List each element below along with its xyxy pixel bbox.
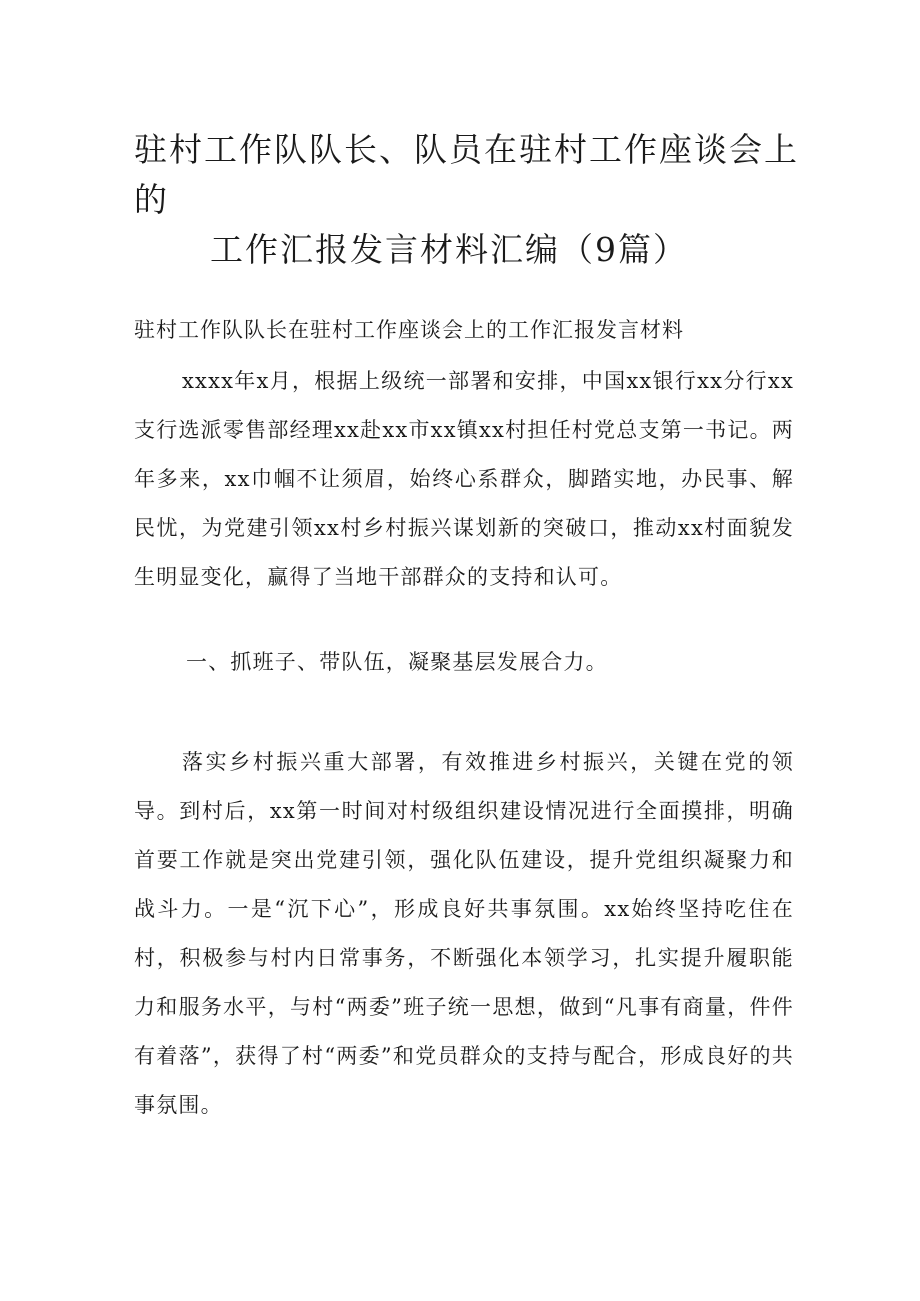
section-subtitle: 驻村工作队队长在驻村工作座谈会上的工作汇报发言材料 xyxy=(134,318,684,342)
title-line-1: 驻村工作队队长、队员在驻村工作座谈会上的 xyxy=(134,130,799,219)
paragraph-intro: xxxx年x月，根据上级统一部署和安排，中国xx银行xx分行xx支行选派零售部经理xx赴xx市xx镇xx村担任村党总支第一书记。两年多来，xx巾帼不让须眉，始终心系群众，脚踏实地，办民事、解民忧，为党建引领xx村乡村振兴谋划新的突破口，推动xx村面貌发生明显变化，赢得了当地干部群众的支持和认可。 xyxy=(134,369,794,589)
paragraph-body-1: 落实乡村振兴重大部署，有效推进乡村振兴，关键在党的领导。到村后，xx第一时间对村级组织建设情况进行全面摸排，明确首要工作就是突出党建引领，强化队伍建设，提升党组织凝聚力和战斗力。一是“沉下心”，形成良好共事氛围。xx始终坚持吃住在村，积极参与村内日常事务，不断强化本领学习，扎实提升履职能力和服务水平，与村“两委”班子统一思想，做到“凡事有商量，件件有着落”，获得了村“两委”和党员群众的支持与配合，形成良好的共事氛围。 xyxy=(134,750,794,1117)
document-title xyxy=(120,125,810,275)
section-heading-1: 一、抓班子、带队伍，凝聚基层发展合力。 xyxy=(186,650,608,674)
title-line-2: 工作汇报发言材料汇编（9篇） xyxy=(210,230,688,269)
